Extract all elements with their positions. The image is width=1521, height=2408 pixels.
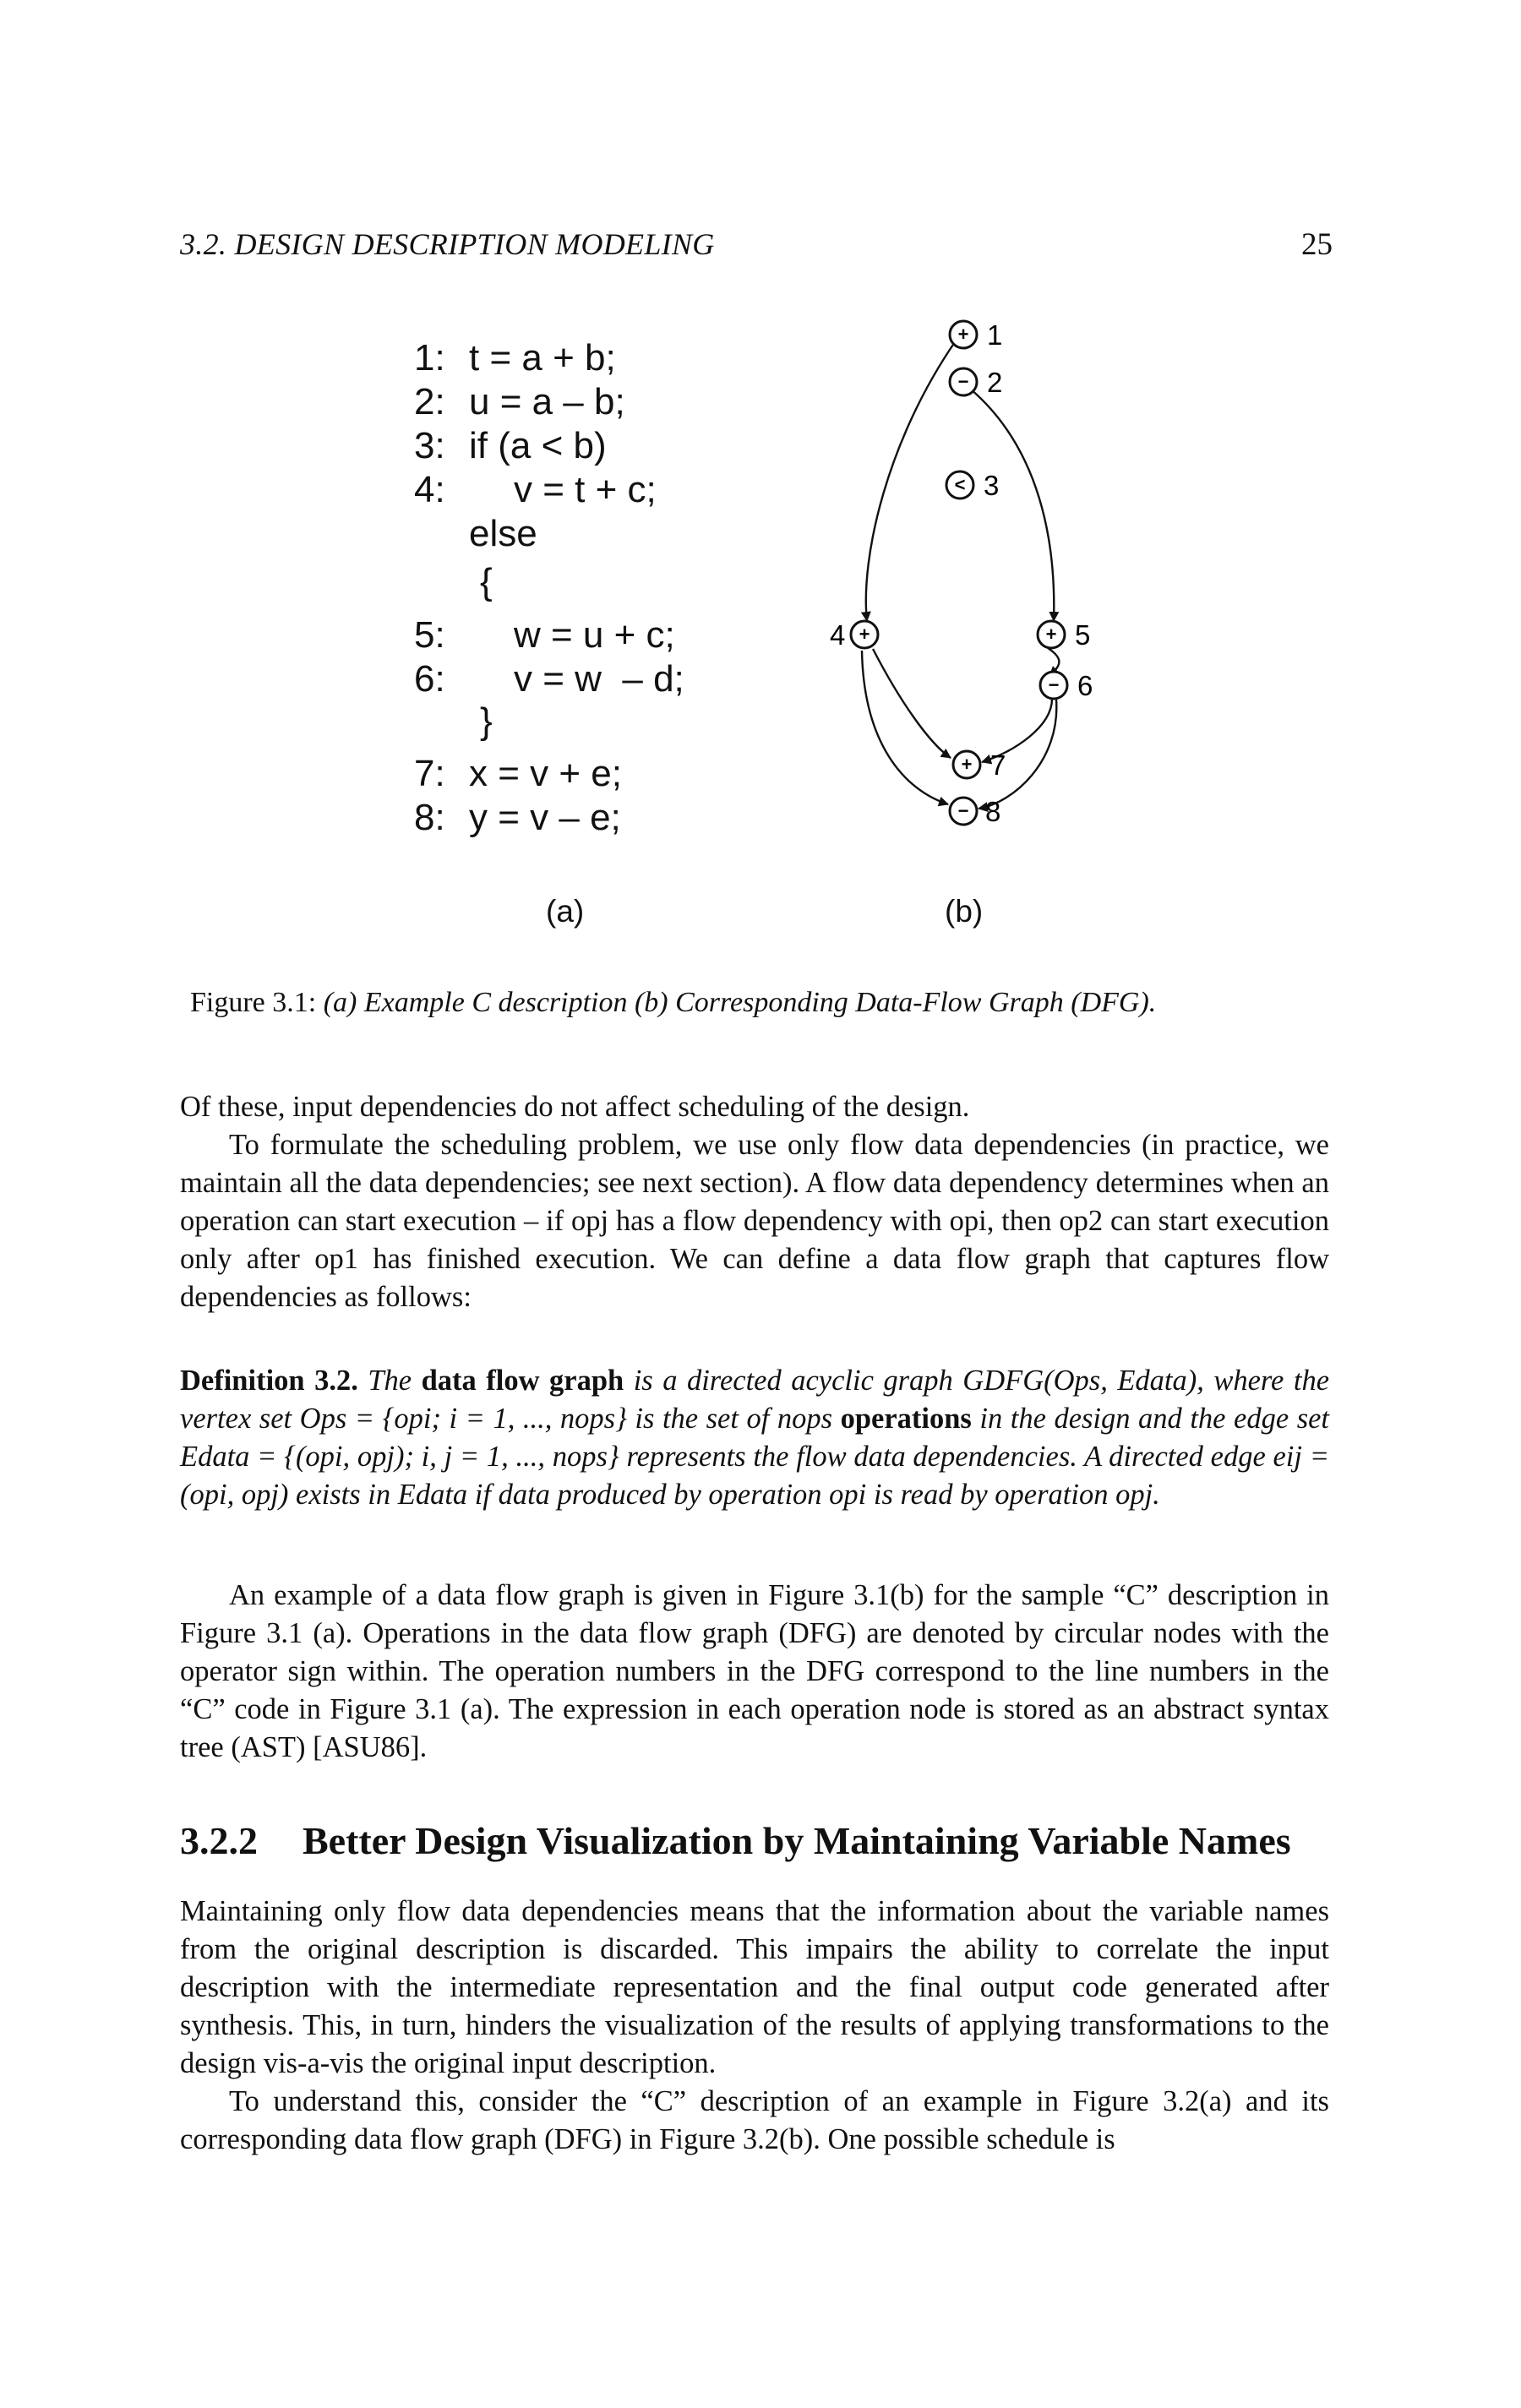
section-number: 3.2.2 [180, 1819, 258, 1862]
svg-text:+: + [961, 754, 973, 775]
section-title: Better Design Visualization by Maintaining Variable Names [303, 1819, 1291, 1862]
svg-text:<: < [954, 474, 966, 495]
dfg-edge [866, 340, 957, 621]
body-text-block-3 [180, 1893, 1329, 2159]
dfg-node-4 [830, 619, 878, 651]
dfg-node-8 [950, 796, 1000, 827]
definition-term: data flow graph [421, 1365, 624, 1397]
dfg-edge [873, 649, 951, 758]
definition-term: operations [840, 1403, 972, 1435]
dfg-node-5 [1038, 619, 1090, 651]
paragraph: To formulate the scheduling problem, we use only flow data dependencies (in practice, we maintain all the data dependencies; see next section). A flow data dependency determines when an operation can start execution – if opj has a flow dependency with opi, then op2 can start execution only after op1 has finished execution. We can define a data flow graph that captures flow dependencies as follows: [180, 1129, 1329, 1313]
dfg-edge [970, 389, 1054, 621]
paragraph: To understand this, consider the “C” description of an example in Figure 3.2(a) and its corresponding data flow graph (DFG) in Figure 3.2(b). One possible schedule is [180, 2085, 1329, 2155]
svg-text:6: 6 [1077, 670, 1093, 701]
section-heading [180, 1818, 1291, 1863]
svg-text:2: 2 [987, 367, 1003, 398]
svg-text:3: 3 [984, 470, 1000, 501]
dfg-node-6 [1040, 670, 1093, 701]
subfigure-label-a: (a) [546, 894, 585, 929]
svg-text:+: + [859, 624, 870, 645]
subfigure-label-b: (b) [945, 894, 984, 929]
definition-block [180, 1362, 1329, 1514]
page-number: 25 [1301, 227, 1333, 262]
svg-text:4: 4 [830, 619, 846, 651]
dfg-edge [862, 651, 948, 804]
paragraph: Of these, input dependencies do not affect scheduling of the design. [180, 1091, 970, 1123]
figure-caption: Figure 3.1: (a) Example C description (b) Corresponding Data-Flow Graph (DFG). [190, 987, 1157, 1018]
svg-text:−: − [957, 371, 969, 392]
definition: Definition 3.2. The data flow graph is a directed acyclic graph GDFG(Ops, Edata), where the vertex set Ops = {opi; i = 1, ..., nops} is the set of nops operations in the design and the edge set Edata = {(opi, opj); i, j = 1, ..., nops} represents the flow data dependencies. A directed edge eij = (opi, opj) exists in Edata if data produced by operation opi is read by operation opj. [180, 1365, 1330, 1511]
paragraph: Maintaining only flow data dependencies means that the information about the variable names from the original description is discarded. This impairs the ability to correlate the input description with the intermediate representation and the final output code generated after synthesis. This, in turn, hinders the visualization of the results of applying transformations to the design vis-a-vis the original input description. [180, 1895, 1329, 2079]
svg-text:5: 5 [1075, 619, 1091, 651]
svg-text:7: 7 [990, 749, 1006, 781]
svg-text:1: 1 [987, 319, 1003, 351]
dfg-node-3 [946, 470, 999, 501]
svg-text:+: + [1045, 624, 1057, 645]
running-header: 3.2. DESIGN DESCRIPTION MODELING [180, 227, 715, 261]
body-text-block-1 [180, 1088, 1329, 1316]
dfg-node-7 [953, 749, 1006, 781]
dfg-diagram [760, 304, 1149, 879]
svg-text:8: 8 [985, 796, 1001, 827]
body-text-block-2 [180, 1577, 1329, 1767]
svg-text:+: + [957, 324, 969, 345]
svg-text:−: − [1048, 674, 1060, 695]
dfg-node-1 [950, 319, 1002, 351]
svg-text:−: − [957, 800, 969, 821]
definition-label: Definition 3.2. [180, 1365, 358, 1397]
paragraph: An example of a data flow graph is given in Figure 3.1(b) for the sample “C” description in Figure 3.1 (a). Operations in the data flow graph (DFG) are denoted by circular nodes with the operator sign within. The operation numbers in the DFG correspond to the line numbers in the “C” code in Figure 3.1 (a). The expression in each operation node is stored as an abstract syntax tree (AST) [ASU86]. [180, 1579, 1329, 1763]
